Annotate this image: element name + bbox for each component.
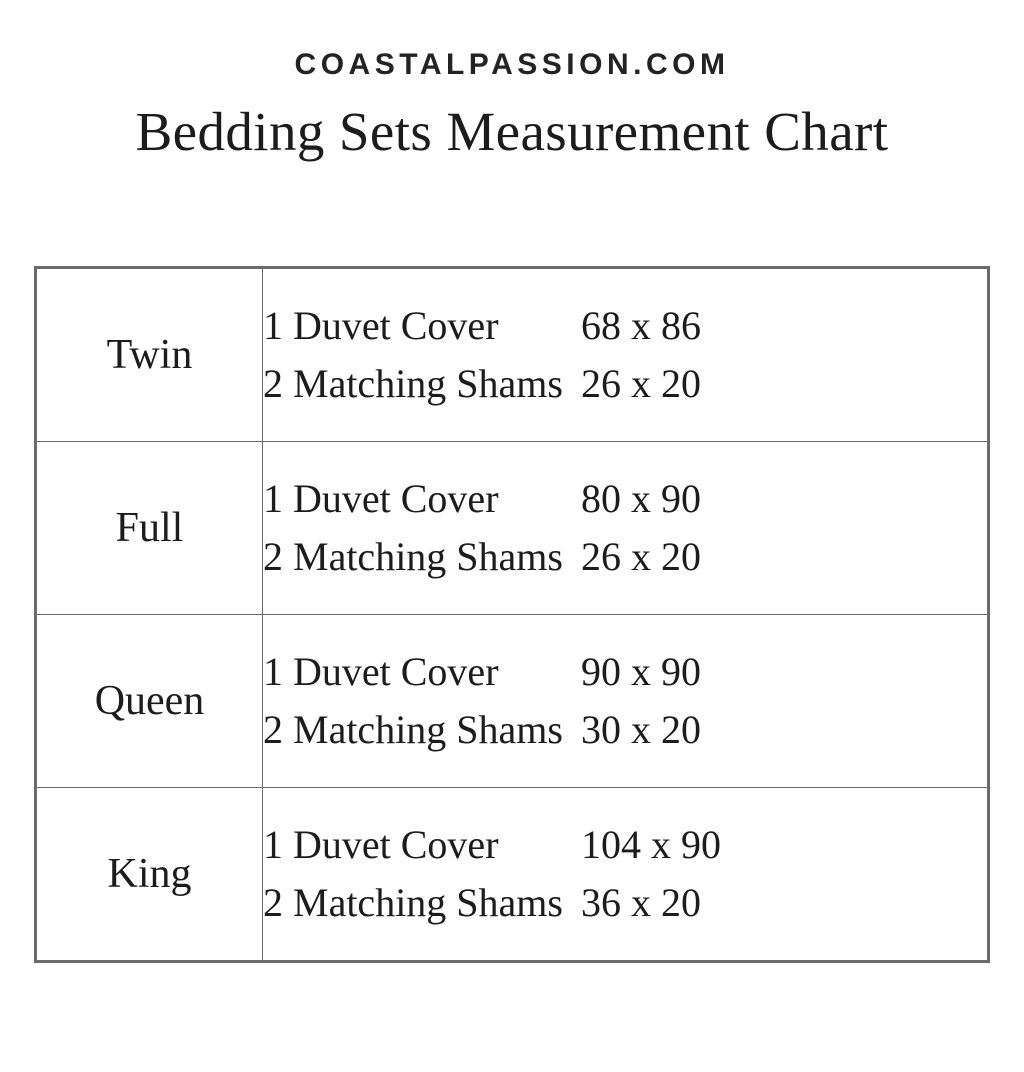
item-dimensions: 26 x 20	[581, 361, 701, 406]
size-details	[263, 788, 988, 961]
page-title: Bedding Sets Measurement Chart	[135, 101, 889, 162]
list-item	[263, 355, 987, 413]
size-label: King	[37, 788, 263, 961]
table-row	[37, 269, 988, 442]
item-label: 2 Matching Shams	[263, 534, 563, 579]
brand-name: COASTALPASSION.COM	[294, 48, 730, 81]
table-row	[37, 615, 988, 788]
item-dimensions: 26 x 20	[581, 534, 701, 579]
size-details	[263, 442, 988, 615]
list-item	[263, 816, 987, 874]
item-label: 2 Matching Shams	[263, 880, 563, 925]
measurement-table	[36, 268, 988, 961]
item-label: 2 Matching Shams	[263, 361, 563, 406]
measurement-chart-page	[0, 48, 1024, 1072]
item-dimensions: 104 x 90	[581, 822, 721, 867]
size-label: Queen	[37, 615, 263, 788]
item-dimensions: 36 x 20	[581, 880, 701, 925]
size-details	[263, 615, 988, 788]
measurement-table-wrapper	[34, 266, 990, 963]
size-label: Full	[37, 442, 263, 615]
list-item	[263, 701, 987, 759]
table-row	[37, 788, 988, 961]
size-label: Twin	[37, 269, 263, 442]
item-label: 1 Duvet Cover	[263, 822, 499, 867]
list-item	[263, 528, 987, 586]
size-details	[263, 269, 988, 442]
item-label: 2 Matching Shams	[263, 707, 563, 752]
item-label: 1 Duvet Cover	[263, 476, 499, 521]
item-dimensions: 80 x 90	[581, 476, 701, 521]
list-item	[263, 297, 987, 355]
list-item	[263, 643, 987, 701]
item-label: 1 Duvet Cover	[263, 649, 499, 694]
item-label: 1 Duvet Cover	[263, 303, 499, 348]
item-dimensions: 90 x 90	[581, 649, 701, 694]
list-item	[263, 874, 987, 932]
item-dimensions: 68 x 86	[581, 303, 701, 348]
table-row	[37, 442, 988, 615]
list-item	[263, 470, 987, 528]
item-dimensions: 30 x 20	[581, 707, 701, 752]
